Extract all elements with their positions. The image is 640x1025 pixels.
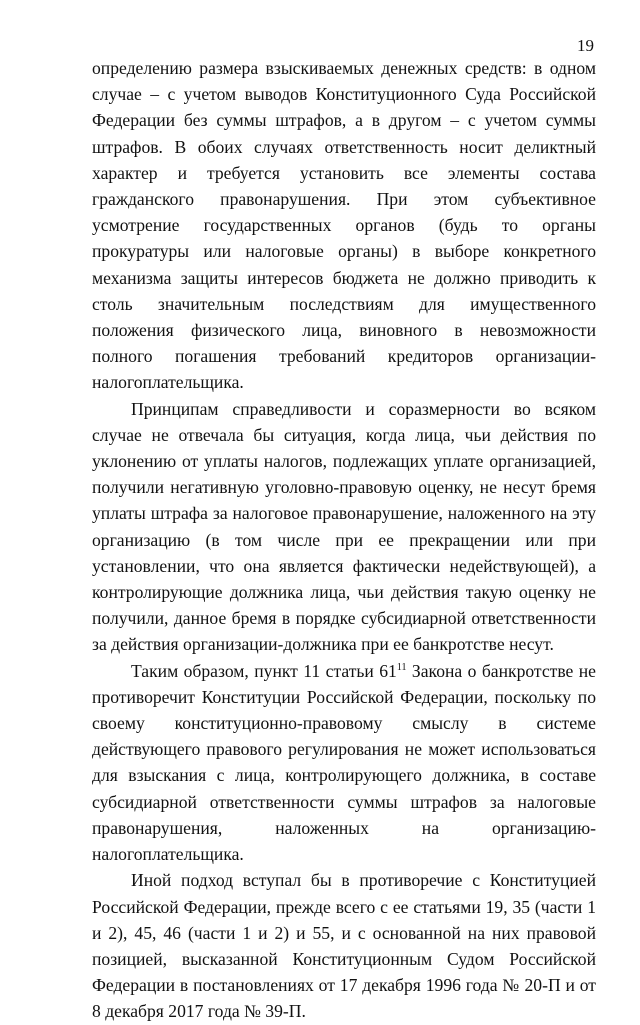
paragraph-1: определению размера взыскиваемых денежных средств: в одном случае – с учетом выводов Конституционного Суда Российской Федерации без суммы штрафов, а в другом – с учетом суммы штрафов. В обоих случаях ответственность носит деликтный характер и требуется установить все элементы состава гражданского правонарушения. При этом субъективное усмотрение государственных органов (будь то органы прокуратуры или налоговые органы) в выборе конкретного механизма защиты интересов бюджета не должно приводить к столь значительным последствиям для имущественного положения физического лица, виновного в невозможности полного погашения требований кредиторов организации-налогоплательщика.: [92, 58, 596, 393]
paragraph-3: [92, 658, 596, 868]
paragraph-3-start: Таким образом, пункт 11 статьи 61: [131, 660, 397, 681]
article-superscript: 11: [396, 661, 407, 673]
page-number: 19: [577, 36, 594, 55]
paragraph-4: Иной подход вступал бы в противоречие с Конституцией Российской Федерации, прежде всего с ее статьями 19, 35 (части 1 и 2), 45, 46 (части 1 и 2) и 55, и с основанной на них правовой позицией, высказанной Конституционным Судом Российской Федерации в постановлениях от 17 декабря 1996 года № 20-П и от 8 декабря 2017 года № 39-П.: [92, 870, 596, 1022]
paragraph-2: Принципам справедливости и соразмерности во всяком случае не отвечала бы ситуация, когда лица, чьи действия по уклонению от уплаты налогов, подлежащих уплате организацией, получили негативную уголовно-правовую оценку, не несут бремя уплаты штрафа за налоговое правонарушение, наложенного на эту организацию (в том числе при ее прекращении или при установлении, что она является фактически недействующей), а контролирующие должника лица, чьи действия такую оценку не получили, данное бремя в порядке субсидиарной ответственности за действия организации-должника при ее банкротстве несут.: [92, 398, 596, 655]
document-body: [92, 55, 596, 1025]
paragraph-3-end: Закона о банкротстве не противоречит Конституции Российской Федерации, поскольку по своему конституционно-правовому смыслу в системе действующего правового регулирования не может использоваться для взыскания с лица, контролирующего должника, в составе субсидиарной ответственности суммы штрафов за налоговые правонарушения, наложенных на организацию-налогоплательщика.: [92, 660, 596, 865]
